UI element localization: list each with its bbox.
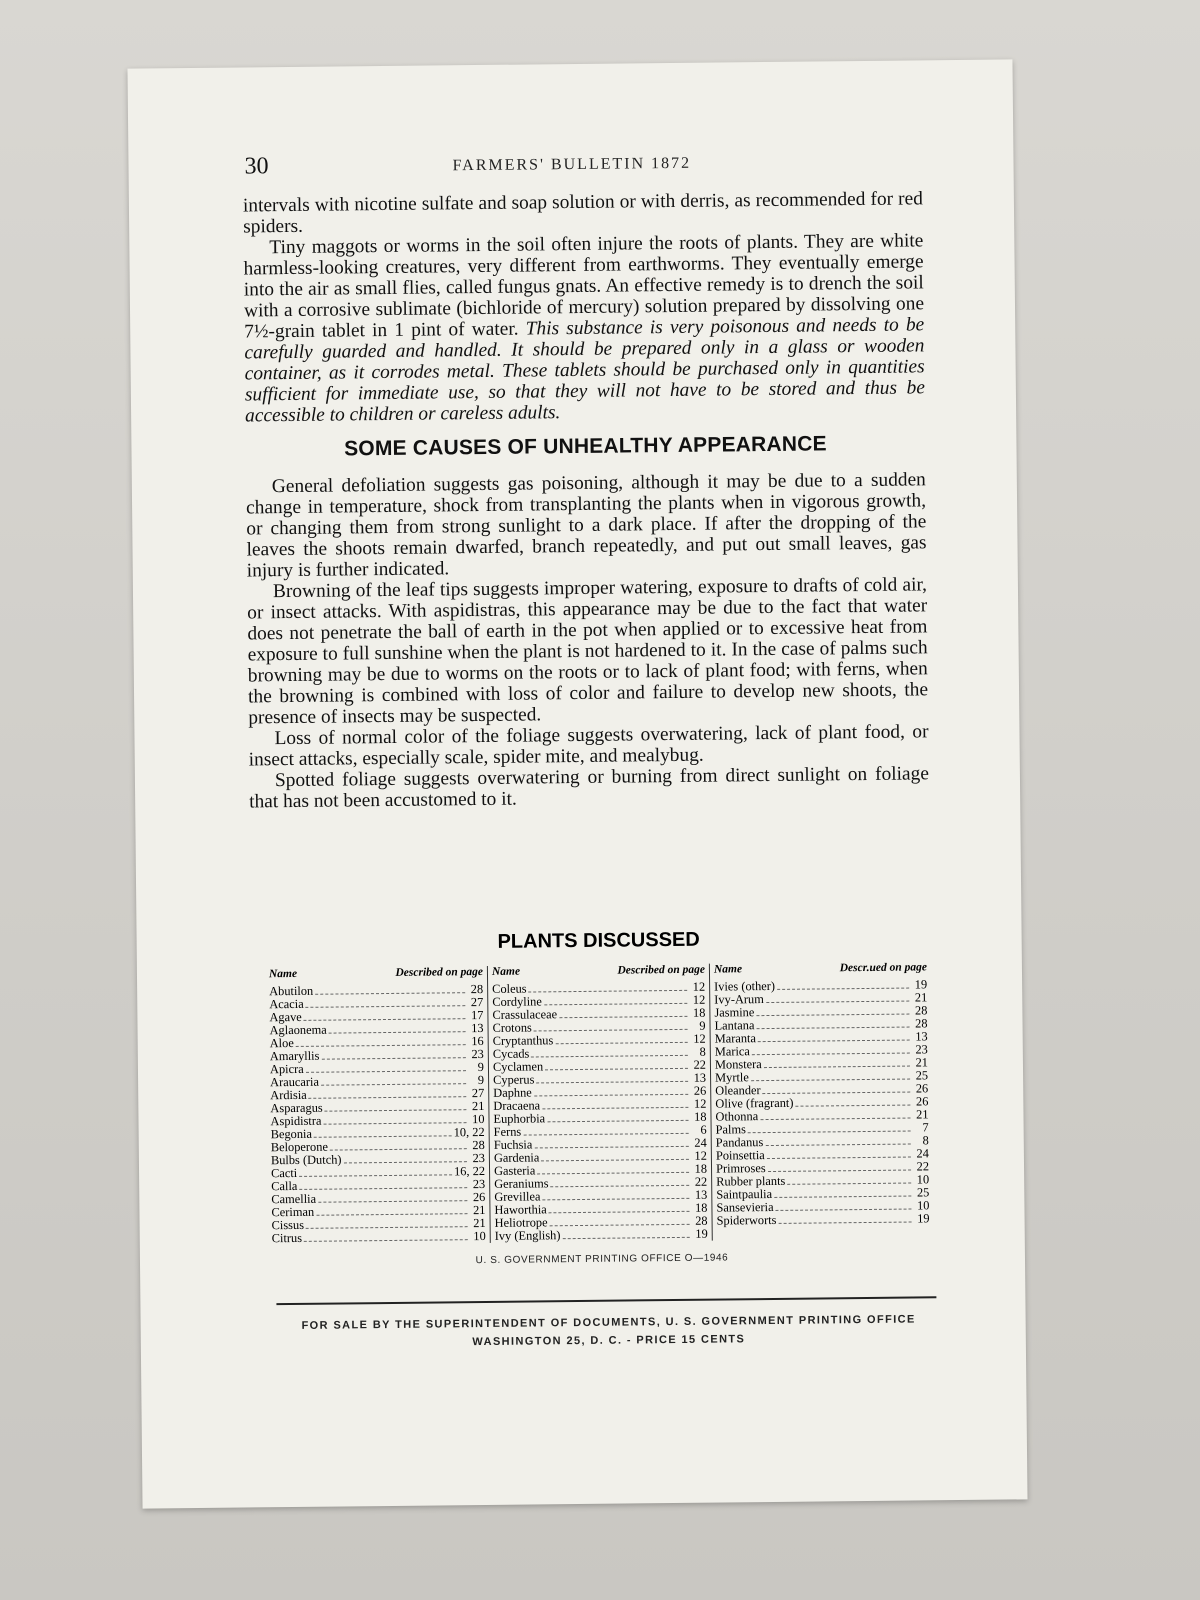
section-heading: SOME CAUSES OF UNHEALTHY APPEARANCE [344,432,827,461]
leader-dots [541,1159,689,1162]
index-column-header [269,966,483,981]
plant-name: Cissus [271,1217,305,1232]
page-reference: 9 [477,1072,485,1087]
plant-name: Ivy-Arum [714,991,764,1007]
plant-name: Aloe [269,1035,294,1050]
index-entry [717,1212,930,1227]
index-column-3 [709,961,934,1240]
plant-name: Euphorbia [493,1111,546,1126]
plant-name: Geraniums [494,1176,549,1191]
page-reference: 6 [700,1122,707,1137]
plant-name: Calla [271,1178,298,1193]
page-reference: 28 [470,981,484,996]
leader-dots [544,1003,687,1006]
leader-dots [547,1120,688,1122]
leader-dots [537,1172,689,1175]
plant-name: Daphne [493,1085,532,1100]
leader-dots [777,987,909,989]
page-reference: 18 [694,1200,708,1215]
page-reference: 25 [916,1185,930,1200]
index-entry [495,1227,708,1242]
page-reference: 21 [916,1107,929,1122]
plant-name: Apicra [269,1061,304,1076]
plant-name: Abutilon [269,983,314,998]
plant-name: Crassulaceae [492,1006,558,1022]
page-reference: 9 [477,1059,485,1074]
plant-name: Palms [715,1121,746,1137]
leader-dots [551,1185,690,1187]
leader-dots [559,1016,687,1018]
plant-name: Begonia [270,1126,313,1141]
leader-dots [323,1122,466,1124]
leader-dots [309,1096,467,1099]
page-reference: 13 [915,1029,928,1044]
leader-dots [767,1156,911,1159]
leader-dots [562,1237,689,1239]
plant-name: Ardisia [270,1087,307,1102]
leader-dots [344,1161,467,1163]
plant-name: Bulbs (Dutch) [270,1152,342,1167]
paragraph-browning: Browning of the leaf tips suggests improper watering, exposure to drafts of cold air, or insect attacks. With aspidistras, this appearance may be due to the fact that water does not penetrate the ball of earth in the pot when applied or to excessive heat from exposure to full sunshine when the plant is not hardened to it. In the case of palms such browning may be due to worms on the roots or to lack of plant food; with ferns, when the browning is combined with loss of color and failure to develop new shoots, the presence of insects may be suspected. [247,574,929,729]
page-reference: 22 [693,1057,707,1072]
plant-name: Crotons [492,1020,532,1035]
page-reference: 27 [470,994,484,1009]
page-reference: 19 [917,1211,930,1226]
leader-dots [299,1174,452,1177]
page-reference: 26 [915,1094,929,1109]
index-column-2 [487,964,712,1243]
page-reference: 12 [693,1031,706,1046]
leader-dots [756,1026,909,1029]
plant-name: Asparagus [270,1100,323,1115]
index-entries [714,978,930,1227]
page-reference: 13 [471,1020,484,1035]
leader-dots [531,1055,688,1058]
leader-dots [329,1031,466,1033]
index-column-1 [265,966,490,1245]
page-reference: 19 [695,1226,708,1241]
leader-dots [304,1239,468,1242]
leader-dots [316,1213,467,1216]
plant-name: Maranta [714,1030,757,1046]
leader-dots [542,1107,688,1110]
leader-dots [306,1005,466,1008]
leader-dots [778,1221,911,1223]
plant-name: Rubber plants [716,1173,786,1189]
plant-name: Monstera [714,1056,762,1072]
page-reference: 8 [922,1133,929,1148]
leader-dots [751,1078,910,1081]
page-header [244,145,1034,183]
plant-name: Ivy (English) [494,1227,561,1243]
plant-name: Amaryllis [269,1048,320,1063]
plant-name: Agave [269,1009,302,1024]
page-reference: 28 [695,1213,708,1228]
page-reference: 12 [692,979,706,994]
leader-dots [314,1135,452,1137]
index-column-header [492,964,705,979]
leader-dots [555,1042,687,1044]
plant-name: Ferns [493,1124,522,1139]
page-reference: 16 [471,1033,484,1048]
page-reference: 18 [694,1109,707,1124]
leader-dots [321,1057,465,1060]
leader-dots [542,1198,689,1201]
sale-line-2: WASHINGTON 25, D. C. - PRICE 15 CENTS [472,1333,746,1349]
leader-dots [768,1169,911,1172]
poison-warning-text: This substance is very poisonous and needs to be carefully guarded and handled. It should be prepared only in a glass or wooden container, as it corrodes metal. These tablets should be purchased only in quantities sufficient for immediate use, so that they will not have to be stored and thus be accessible to children or careless adults. [244,314,925,427]
leader-dots [763,1091,911,1094]
plant-name: Primroses [715,1160,766,1176]
plant-name: Coleus [492,981,527,996]
plant-name: Grevillea [494,1189,541,1204]
leader-dots [766,1000,909,1003]
leader-dots [545,1068,688,1070]
page-reference: 23 [472,1150,485,1165]
paragraph-color-loss: Loss of normal color of the foliage suggests overwatering, lack of plant food, or insect attacks, especially scale, spider mite, and mealybug. [248,721,929,771]
plant-name: Marica [714,1043,750,1059]
plant-name: Gardenia [493,1150,540,1165]
page-reference: 27 [471,1085,485,1100]
page-reference: 7 [922,1120,929,1135]
page-label: Descr.ued on page [839,961,928,975]
page-reference: 10 [916,1172,930,1187]
name-label: Name [713,963,743,976]
page-reference: 28 [915,1016,928,1031]
plant-name: Cordyline [492,994,542,1009]
page-reference: 13 [694,1187,708,1202]
index-entries [269,983,486,1245]
plant-name: Jasmine [714,1004,755,1020]
name-label: Name [268,967,298,981]
plant-name: Cycads [492,1046,530,1061]
footer-rule [276,1296,936,1305]
leader-dots [534,1146,688,1149]
page-reference: 13 [693,1070,707,1085]
leader-dots [529,990,688,993]
leader-dots [752,1052,910,1055]
plant-name: Gasteria [493,1163,536,1178]
plant-name: Cyclamen [492,1059,544,1074]
page-reference: 10, 22 [453,1124,485,1140]
page-reference: 23 [471,1046,484,1061]
page-reference: 26 [915,1081,929,1096]
body-text [243,188,929,812]
plant-name: Othonna [715,1108,759,1124]
sale-line-1: FOR SALE BY THE SUPERINTENDENT OF DOCUMENTS, U. S. GOVERNMENT PRINTING OFFICE [301,1313,916,1332]
running-title: FARMERS' BULLETIN 1872 [452,154,692,175]
sale-notice [269,1310,949,1353]
plant-name: Poinsettia [715,1147,765,1163]
plant-name: Camellia [271,1191,317,1206]
page-reference: 21 [473,1215,486,1230]
page-reference: 12 [694,1148,707,1163]
plant-name: Heliotrope [494,1215,548,1230]
page-reference: 21 [914,990,928,1005]
page-reference: 16, 22 [453,1163,486,1179]
page-reference: 22 [916,1159,930,1174]
plant-name: Fuchsia [493,1137,533,1152]
page-reference: 21 [915,1055,929,1070]
paragraph-defoliation: General defoliation suggests gas poisoning, although it may be due to a sudden change in temperature, shock from transplanting the plants when in vigorous growth, or changing them from strong sunlight to a dark place. If after the dropping of the leaves the shoots remain dwarfed, branch repeatedly, and put out small leaves, gas injury is further indicated. [245,469,927,582]
plant-name: Haworthia [494,1202,547,1217]
leader-dots [321,1083,466,1086]
plant-name: Citrus [271,1230,303,1245]
leader-dots [536,1081,688,1084]
leader-dots [304,1018,466,1021]
leader-dots [534,1029,688,1032]
leader-dots [756,1013,909,1016]
page-reference: 24 [916,1146,929,1161]
bulletin-page [127,59,1027,1508]
page-number: 30 [244,153,269,180]
page-reference: 25 [915,1068,929,1083]
page-reference: 21 [472,1202,486,1217]
plant-name: Ivies (other) [714,978,776,994]
leader-dots [776,1208,912,1210]
plant-name: Pandanus [715,1134,764,1150]
plant-name: Ceriman [271,1204,315,1219]
page-reference: 17 [470,1007,484,1022]
plant-name: Olive (fragrant) [715,1095,794,1111]
page-reference: 28 [914,1003,928,1018]
leader-dots [549,1211,690,1213]
leader-dots [523,1133,688,1136]
page-reference: 19 [914,977,928,992]
paragraph-red-spiders: intervals with nicotine sulfate and soap solution or with derris, as recommended for red spiders. [242,188,924,238]
plant-name: Myrtle [715,1069,749,1085]
page-reference: 22 [694,1174,708,1189]
page-reference: 10 [472,1111,485,1126]
leader-dots [534,1094,688,1097]
leader-dots [774,1195,911,1197]
plant-name: Cryptanthus [492,1032,554,1048]
leader-dots [787,1182,911,1184]
plant-name: Aspidistra [270,1113,322,1128]
page-reference: 18 [694,1161,708,1176]
paragraph-spotted-foliage: Spotted foliage suggests overwatering or burning from direct sunlight on foliage that has not been accustomed to it. [249,763,930,813]
leader-dots [296,1044,466,1047]
page-reference: 10 [473,1228,486,1243]
leader-dots [306,1070,466,1073]
plant-name: Cyperus [493,1072,535,1087]
page-reference: 10 [916,1198,930,1213]
leader-dots [306,1226,468,1229]
page-reference: 26 [693,1083,707,1098]
leader-dots [299,1187,467,1190]
leader-dots [765,1143,911,1146]
leader-dots [550,1224,690,1226]
name-label: Name [491,965,521,978]
plant-name: Araucaria [270,1074,320,1089]
plant-name: Dracaena [493,1098,541,1113]
page-label: Described on page [395,966,484,979]
page-reference: 8 [699,1044,706,1059]
page-reference: 12 [693,1096,707,1111]
index-entries [492,980,708,1242]
plant-name: Acacia [269,996,304,1011]
leader-dots [760,1117,910,1120]
plant-name: Cacti [270,1165,298,1180]
printing-office-line: U. S. GOVERNMENT PRINTING OFFICE O—1946 [475,1252,729,1267]
page-label: Described on page [617,963,706,977]
page-reference: 9 [699,1018,706,1033]
paragraph-fungus-gnats [243,230,925,426]
index-columns [265,961,936,1245]
index-heading: PLANTS DISCUSSED [497,928,700,953]
plant-name: Saintpaulia [716,1186,773,1202]
page-reference: 21 [471,1098,485,1113]
plant-name: Beloperone [270,1139,328,1154]
page-reference: 12 [692,992,706,1007]
plant-name: Aglaonema [269,1022,327,1037]
leader-dots [330,1148,467,1150]
plant-name: Oleander [715,1082,761,1098]
plants-index [265,926,936,1245]
leader-dots [315,992,465,995]
page-reference: 23 [915,1042,928,1057]
leader-dots [795,1104,910,1106]
plant-name: Sansevieria [716,1199,774,1215]
plant-name: Spiderworts [716,1212,777,1228]
page-reference: 26 [472,1189,486,1204]
leader-dots [764,1065,910,1068]
page-reference: 18 [692,1005,706,1020]
leader-dots [318,1200,467,1203]
index-entry [272,1230,486,1245]
leader-dots [325,1109,467,1111]
index-column-header [714,961,927,976]
page-reference: 24 [694,1135,707,1150]
page-reference: 23 [472,1176,486,1191]
page-reference: 28 [472,1137,485,1152]
leader-dots [758,1039,910,1042]
leader-dots [748,1130,911,1133]
fungus-gnats-text: Tiny maggots or worms in the soil often injure the roots of plants. They are white harmless-looking creatures, very different from earthworms. They eventually emerge into the air as small flies, called fungus gnats. An effective remedy is to drench the soil with a corrosive sublimate (bichloride of mercury) solution prepared by dissolving one 7½-grain tablet in 1 pint of water. [243,230,925,343]
plant-name: Lantana [714,1017,755,1033]
